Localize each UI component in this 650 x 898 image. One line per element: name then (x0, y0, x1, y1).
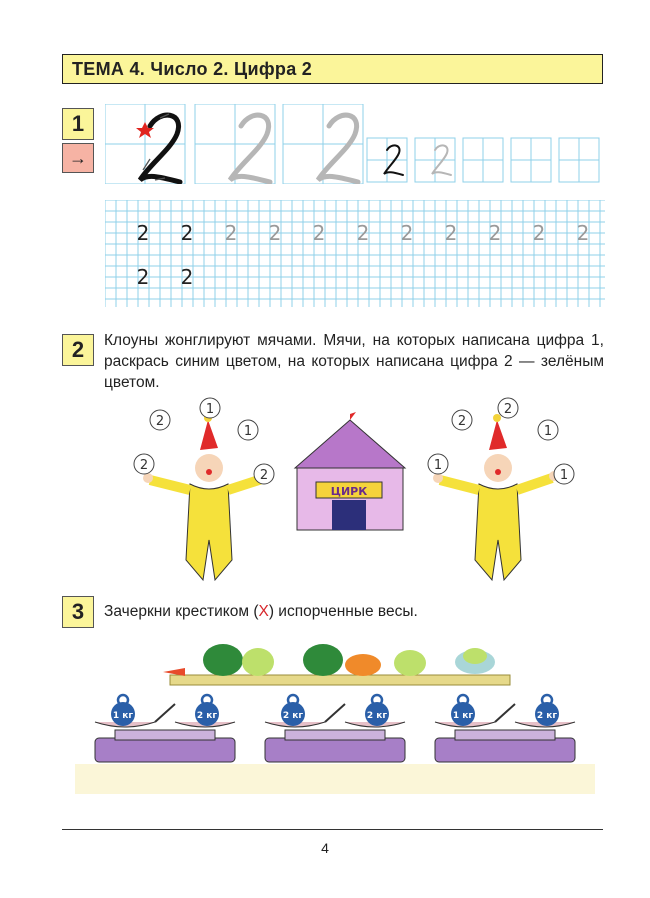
page-title-text: ТЕМА 4. Число 2. Цифра 2 (72, 58, 313, 79)
cabbage (394, 650, 426, 676)
scale-3[interactable] (435, 695, 575, 762)
practice-digit: 2 (180, 265, 194, 289)
task-1-number (62, 108, 94, 140)
clowns-illustration (120, 390, 580, 590)
weight-left-label: 1 кг (112, 711, 134, 721)
weight-right-label: 2 кг (196, 711, 218, 721)
ball-digit: 1 (559, 468, 569, 483)
ball-digit: 2 (155, 414, 165, 429)
weight-left-label: 2 кг (282, 711, 304, 721)
circus-tent (295, 412, 405, 530)
writing-grid-top (105, 104, 605, 184)
practice-digit: 2 (400, 221, 414, 245)
scale-1[interactable] (95, 695, 235, 762)
ball-digit: 2 (457, 414, 467, 429)
digit-2-trace (230, 115, 270, 182)
task-3-text-after: ) испорченные весы. (268, 603, 418, 620)
cabbage (242, 648, 274, 676)
ball-digit: 2 (139, 458, 149, 473)
practice-digit: 2 (180, 221, 194, 245)
task-3-number-text: 3 (71, 599, 85, 624)
weight-right-label: 2 кг (536, 711, 558, 721)
practice-digit: 2 (576, 221, 590, 245)
task-1-number-text: 1 (71, 111, 85, 136)
clown-right (433, 414, 559, 580)
task-2-number (62, 334, 94, 366)
ball-digit: 1 (243, 424, 253, 439)
ball-digit: 1 (433, 458, 443, 473)
weight-right-label: 2 кг (366, 711, 388, 721)
practice-digit: 2 (224, 221, 238, 245)
ball-digit: 1 (205, 402, 215, 417)
task-3-number (62, 596, 94, 628)
practice-digit: 2 (136, 221, 150, 245)
page-number: 4 (321, 840, 329, 856)
circus-sign-text: ЦИРК (330, 485, 368, 498)
practice-digit: 2 (312, 221, 326, 245)
scale-2[interactable] (265, 695, 405, 762)
ball-digit: 2 (259, 468, 269, 483)
practice-digit: 2 (488, 221, 502, 245)
watermelon (203, 644, 243, 676)
page-title (62, 54, 603, 84)
task-3-text (104, 601, 418, 622)
practice-digit: 2 (136, 265, 150, 289)
ball-digit: 1 (543, 424, 553, 439)
page-rule (62, 829, 603, 830)
task-3-text-before: Зачеркни крестиком ( (104, 603, 259, 620)
arrow-glyph: → (69, 147, 87, 168)
cross-mark-icon: Х (258, 603, 269, 620)
task-2-number-text: 2 (71, 337, 85, 362)
weight-left-label: 1 кг (452, 711, 474, 721)
melon (345, 654, 381, 676)
practice-digit: 2 (532, 221, 546, 245)
ball-digit: 2 (503, 402, 513, 417)
writing-grid-bottom (105, 200, 605, 307)
practice-digit: 2 (444, 221, 458, 245)
digit-2-trace (318, 115, 358, 182)
arrow-icon (62, 143, 94, 173)
practice-digit: 2 (356, 221, 370, 245)
scales-illustration (75, 630, 595, 810)
watermelon (303, 644, 343, 676)
task-2-text: Клоуны жонглируют мячами. Мячи, на которых написана цифра 1, раскрась синим цветом, на которых написана цифра 2 — зелёным цветом. (104, 332, 604, 391)
practice-digit: 2 (268, 221, 282, 245)
